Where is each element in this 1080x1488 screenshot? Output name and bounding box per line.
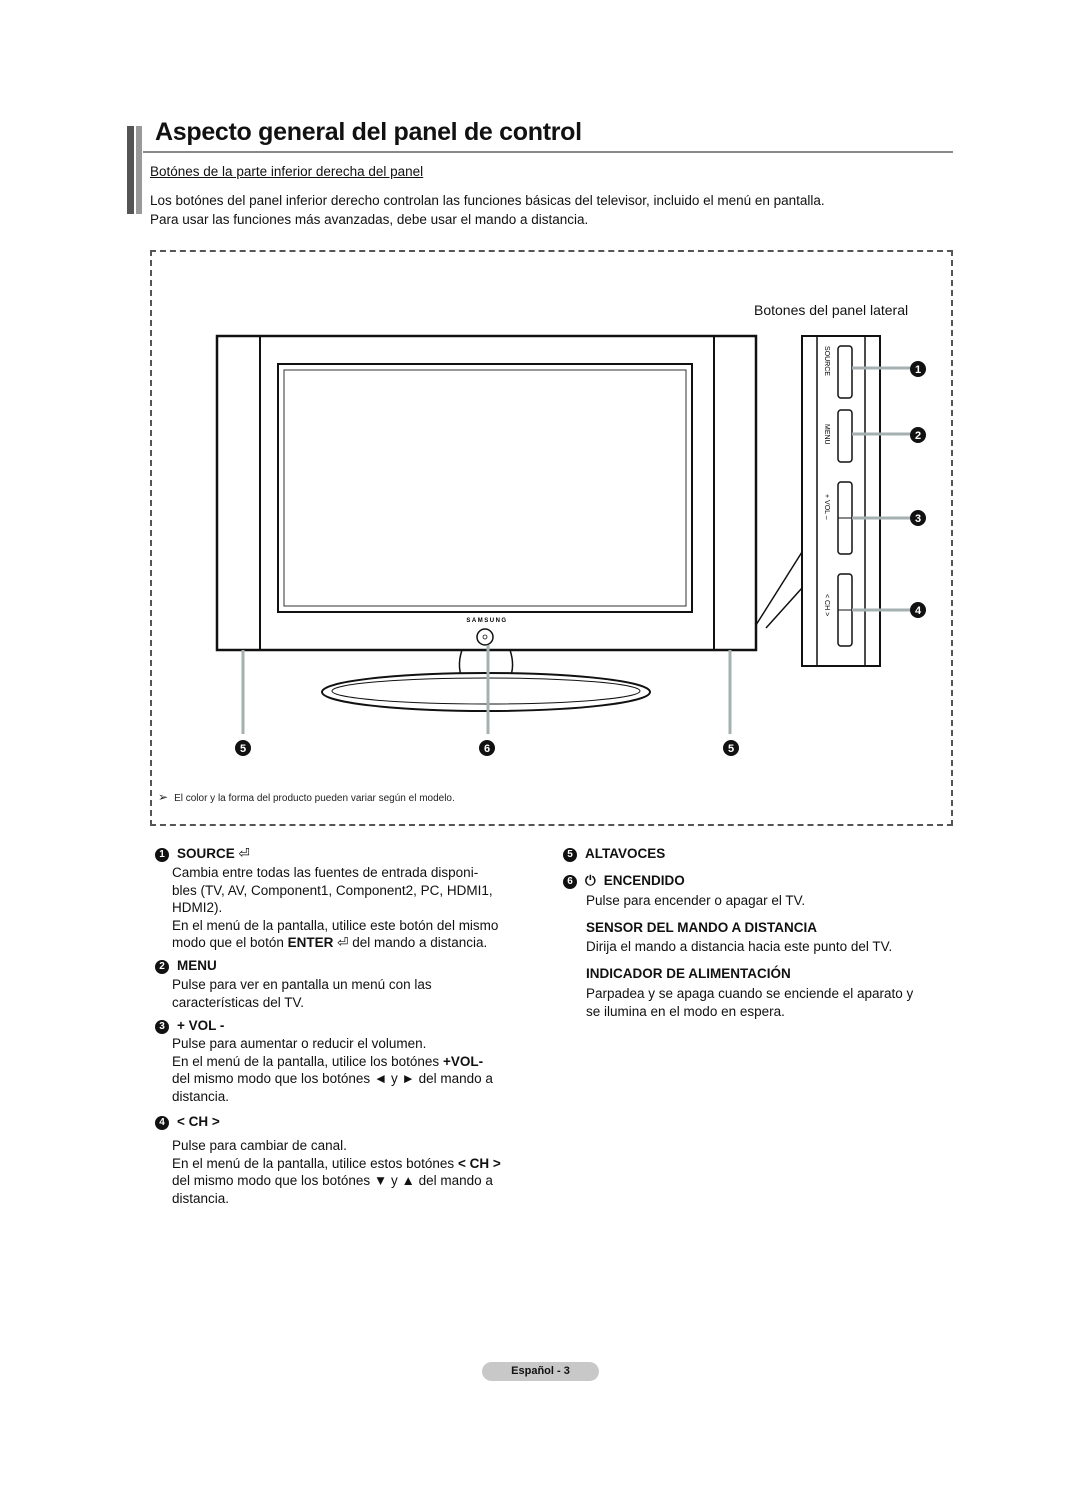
- item-indicador-heading: INDICADOR DE ALIMENTACIÓN: [586, 966, 791, 981]
- zoom-line-bottom: [766, 588, 802, 628]
- side-label-source: SOURCE: [823, 346, 830, 376]
- brand-logo: SAMSUNG: [466, 618, 508, 624]
- item-encendido-desc: Pulse para encender o apagar el TV.: [586, 893, 806, 908]
- side-panel-label: Botones del panel lateral: [754, 302, 909, 318]
- title-divider: [143, 151, 953, 153]
- item-altavoces-heading: 5 ALTAVOCES: [563, 846, 665, 862]
- note-arrow-icon: ➢: [158, 790, 169, 804]
- intro-text: [150, 191, 940, 229]
- item-vol-desc: Pulse para aumentar o reducir el volumen. En el menú de la pantalla, utilice los botónes +VOL- del mismo modo que los botónes ◄ y ► del mando a distancia.: [172, 1036, 493, 1104]
- item-vol-heading: 3 + VOL -: [155, 1018, 224, 1034]
- item-ch-heading: 4 < CH >: [155, 1114, 220, 1130]
- item-menu-desc: Pulse para ver en pantalla un menú con las características del TV.: [172, 977, 432, 1010]
- intro-line-2: Para usar las funciones más avanzadas, debe usar el mando a distancia.: [150, 212, 589, 227]
- diagram-note: ➢ El color y la forma del producto pueden variar según el modelo.: [158, 790, 455, 804]
- svg-text:2: 2: [914, 430, 922, 442]
- page-title: Aspecto general del panel de control: [155, 118, 582, 146]
- menu-button-shape: [838, 410, 852, 462]
- item-source-desc: Cambia entre todas las fuentes de entrada disponi- bles (TV, AV, Component1, Component2, PC, HDMI1, HDMI2). En el menú de la pantalla, utilice este botón del mismo modo que el botón ENTER ⏎ del mando a distancia.: [172, 865, 499, 950]
- title-accent-bar-light: [136, 126, 142, 214]
- item-menu-heading: 2 MENU: [155, 958, 217, 974]
- source-button-shape: [838, 346, 852, 398]
- svg-text:5: 5: [727, 743, 735, 755]
- item-indicador-desc: Parpadea y se apaga cuando se enciende el aparato y se ilumina en el modo en espera.: [586, 986, 914, 1019]
- side-label-ch: < CH >: [823, 594, 830, 617]
- stand-base: [322, 673, 650, 711]
- svg-text:6: 6: [483, 743, 491, 755]
- side-label-menu: MENU: [823, 424, 830, 445]
- enter-icon: ⏎: [238, 846, 250, 861]
- title-accent-bar: [127, 126, 134, 214]
- side-label-vol: + VOL –: [823, 494, 830, 520]
- svg-text:1: 1: [914, 364, 922, 376]
- item-sensor-desc: Dirija el mando a distancia hacia este punto del TV.: [586, 939, 893, 954]
- item-sensor-heading: SENSOR DEL MANDO A DISTANCIA: [586, 920, 818, 935]
- intro-line-1: Los botónes del panel inferior derecho controlan las funciones básicas del televisor, incluido el menú en pantalla.: [150, 193, 825, 208]
- item-ch-desc: Pulse para cambiar de canal. En el menú de la pantalla, utilice estos botónes < CH > del mismo modo que los botónes ▼ y ▲ del mando a distancia.: [172, 1138, 501, 1206]
- power-button-icon: [477, 629, 493, 645]
- tv-illustration: [150, 250, 953, 826]
- page-number-badge: Español - 3: [482, 1362, 599, 1381]
- power-icon: ⏻: [585, 873, 596, 888]
- item-encendido-heading: 6 ⏻ ENCENDIDO: [563, 873, 685, 889]
- svg-text:5: 5: [239, 743, 247, 755]
- tv-screen: [278, 364, 692, 612]
- section-subheading: Botónes de la parte inferior derecha del panel: [150, 164, 424, 179]
- item-source-heading: 1 SOURCE ⏎: [155, 846, 250, 862]
- svg-text:3: 3: [914, 513, 922, 525]
- enter-icon: ⏎: [337, 935, 349, 950]
- svg-text:4: 4: [914, 605, 922, 617]
